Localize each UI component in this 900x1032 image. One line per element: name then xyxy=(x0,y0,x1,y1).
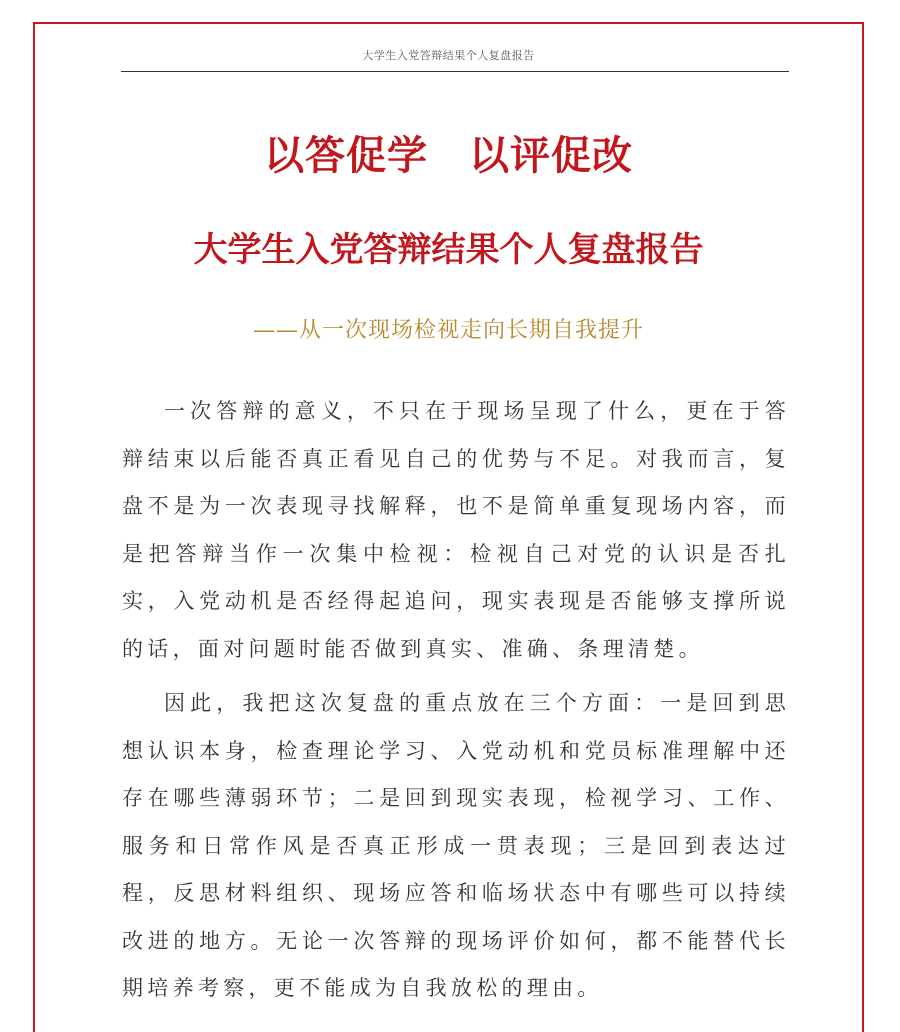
page-frame xyxy=(33,22,864,1032)
sub-title: 大学生入党答辩结果个人复盘报告 xyxy=(193,230,704,270)
tagline: ——从一次现场检视走向长期自我提升 xyxy=(252,318,644,343)
main-title: 以答促学 以评促改 xyxy=(264,133,633,179)
paragraph: 一次答辩的意义，不只在于现场呈现了什么，更在于答辩结束以后能否真正看见自己的优势与不足。对我而言，复盘不是为一次表现寻找解释，也不是简单重复现场内容，而是把答辩当作一次集中检视：检视自己对党的认识是否扎实，入党动机是否经得起追问，现实表现是否能够支撑所说的话，面对问题时能否做到真实、准确、条理清楚。 xyxy=(122,399,790,661)
running-header: 大学生入党答辩结果个人复盘报告 xyxy=(362,49,535,62)
paragraph: 因此，我把这次复盘的重点放在三个方面：一是回到思想认识本身，检查理论学习、入党动机和党员标准理解中还存在哪些薄弱环节；二是回到现实表现，检视学习、工作、服务和日常作风是否真正形成一贯表现；三是回到表达过程，反思材料组织、现场应答和临场状态中有哪些可以持续改进的地方。无论一次答辩的现场评价如何，都不能替代长期培养考察，更不能成为自我放松的理由。 xyxy=(122,691,790,1000)
body-text xyxy=(122,388,790,1020)
header-divider xyxy=(121,71,789,72)
